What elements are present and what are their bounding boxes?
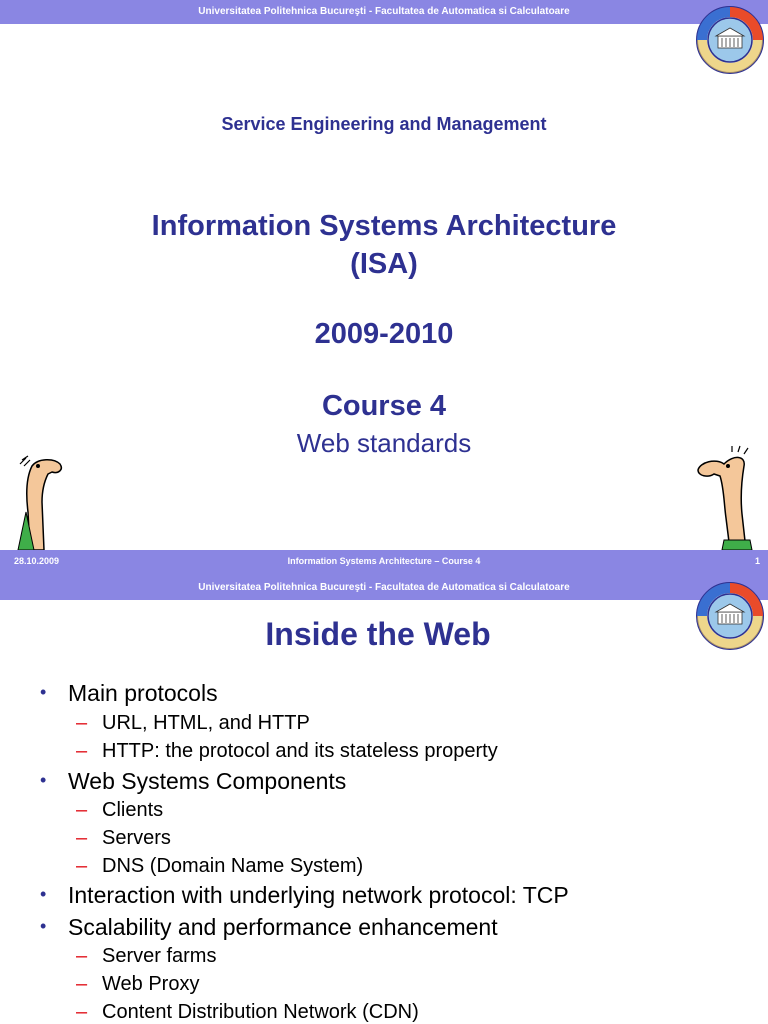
bullet-dot-icon: •: [40, 884, 47, 904]
politehnica-seal-icon: [696, 6, 764, 74]
sub-item-text: Servers: [102, 827, 171, 849]
sub-item-text: HTTP: the protocol and its stateless property: [102, 740, 498, 762]
bullet-dot-icon: •: [40, 770, 47, 790]
bullet-dot-icon: •: [40, 916, 47, 936]
sub-item-text: URL, HTML, and HTTP: [102, 712, 310, 734]
course-title-line1: Information Systems Architecture: [151, 210, 617, 242]
dash-icon: –: [76, 973, 88, 995]
bullet-text: Scalability and performance enhancement: [68, 914, 498, 940]
sub-item-text: Web Proxy: [102, 973, 200, 995]
sub-item-text: DNS (Domain Name System): [102, 855, 364, 877]
footer-date: 28.10.2009: [14, 556, 60, 566]
bullet-text: Web Systems Components: [68, 768, 347, 794]
sub-item: [76, 1001, 419, 1024]
bullet-dot-icon: •: [40, 682, 47, 702]
university-banner: Universitatea Politehnica Bucureşti - Facultatea de Automatica si Calculatoare: [0, 0, 768, 24]
sub-item-text: Server farms: [102, 945, 217, 967]
course-number: Course 4: [321, 390, 447, 422]
sub-item: [76, 945, 217, 968]
dash-icon: –: [76, 799, 88, 821]
dash-icon: –: [76, 1001, 88, 1023]
cartoon-person-right-icon: [694, 444, 758, 550]
footer-page-number: 1: [754, 556, 760, 566]
sub-item: [76, 973, 200, 996]
course-topic: Web standards: [296, 428, 472, 458]
sub-item: [76, 740, 498, 763]
slide-footer: [0, 550, 768, 576]
dash-icon: –: [76, 827, 88, 849]
sub-item-text: Clients: [102, 799, 164, 821]
dash-icon: –: [76, 855, 88, 877]
bullet-text: Interaction with underlying network protocol: TCP: [68, 882, 569, 908]
dash-icon: –: [76, 740, 88, 762]
bullet-item: [40, 768, 347, 795]
sub-item: [76, 712, 310, 735]
bullet-item: [40, 680, 218, 707]
footer-course-title: Information Systems Architecture – Course 4: [287, 556, 481, 566]
university-banner: Universitatea Politehnica Bucureşti - Facultatea de Automatica si Calculatoare: [0, 576, 768, 600]
course-program-subtitle: Service Engineering and Management: [221, 114, 547, 134]
slide-2: [0, 576, 768, 1024]
bullet-item: [40, 882, 569, 909]
sub-item-text: Content Distribution Network (CDN): [102, 1001, 419, 1023]
sub-item: [76, 855, 364, 878]
bullet-item: [40, 914, 498, 941]
sub-item: [76, 799, 164, 822]
bullet-text: Main protocols: [68, 680, 218, 706]
slide-title: Inside the Web: [265, 616, 491, 652]
academic-year: 2009-2010: [314, 318, 454, 350]
cartoon-person-left-icon: [14, 452, 70, 550]
dash-icon: –: [76, 945, 88, 967]
sub-item: [76, 827, 171, 850]
course-title-line2: (ISA): [350, 248, 418, 280]
dash-icon: –: [76, 712, 88, 734]
